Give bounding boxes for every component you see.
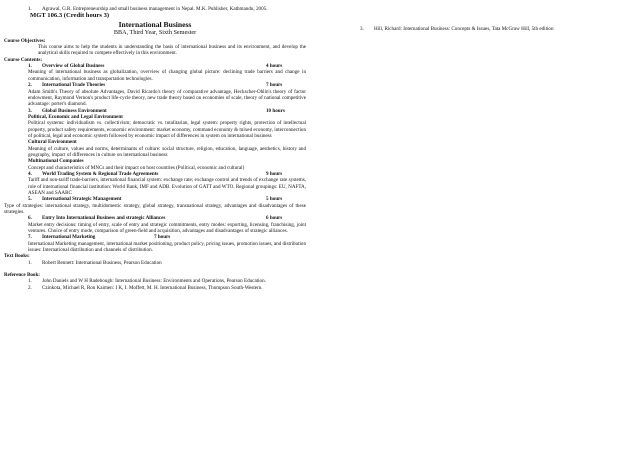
course-title: International Business [118,20,192,30]
unit-hours: 4 hours [266,63,283,70]
unit-title: Entry Into International Business and strategic Alliances [42,215,166,222]
right-column [360,26,632,32]
unit-title: World Trading System & Regional Trade Agreements [42,170,159,177]
unit-body: Adam Smith's Theory of absolute Advantages, David Ricardo's theory of comparative advantage, Heckscher-Ohlin's theory of factor endowment, Raymond Vernon's product life-cycle theory, new trade theory based on economies of scale, theory of national competitive advantage: porter's diamond. [28,88,306,108]
unit-number: 5. [28,196,32,203]
unit-heading [4,196,306,202]
book-number: 1. [28,259,32,266]
unit-hours: 7 hours [266,82,283,89]
unit-hours: 7 hours [154,234,171,241]
unit-title: International Trade Theories [42,82,106,89]
unit-body: International Marketing management, international market positioning, product policy, pricing issues, promotion issues, and distribution issues: International distribution and channels of distribution. [28,240,306,254]
unit-body: Market entry decisions: timing of entry, scale of entry and strategic commitments, entry modes: exporting, licensing, franchising, joint ventures. Choice of entry mode, comparison of green-field and acquisition, advantages and disadvantages of strategic alliances. [28,221,306,235]
reference-heading: Reference Book: [4,272,40,279]
unit-heading [4,82,306,88]
unit-hours: 9 hours [266,170,283,177]
book-text: Robert Bennett: International Business, Pearson Education [42,259,162,266]
reference-book-item [4,285,306,291]
book-number: 1. [28,278,32,285]
section-body: Concept and characteristics of MNCs and their impact on host countries (Political, economic and cultural) [28,164,245,171]
book-text: Czinkota, Michael R, Ron Kaimen: I K, I. Moffett, M. H. International Business, Thompson South-Western. [42,284,263,291]
book-number: 2. [28,284,32,291]
unit-hours: 10 hours [266,107,285,114]
text-book-item [4,260,306,266]
unit-number: 3. [28,107,32,114]
reference-number: 3. [360,26,364,32]
unit-body: Tariff and non-tariff trade-barriers, international financial system: exchange rate; exchange control and trends of exchange rate systems, role of international financial institution: World Bank, IMF and ADB. Evolution of GATT and WTO. Regional groupings: EU, NAFTA, ASEAN and SAARC [28,177,306,196]
unit-body: Type of strategies: international strategy, multidomestic strategy, global strategy, transnational strategy, advantages and disadvantages of these strategies. [4,202,306,216]
unit-title: International Strategic Management [42,196,122,203]
unit-title: Overview of Global Business [42,63,105,70]
book-text: John Daniels and W H Radebough: International Business: Environments and Operations, Pearson Education. [42,278,266,285]
section-heading: Cultural Environment [28,139,77,146]
unit-title: Global Business Environment [42,107,107,114]
objectives-text: This course aims to help the students in understanding the basis of international business and its environment, and develop the analytical skills required to compete effectively in this environment. [38,44,306,57]
section-heading: Political, Economic and Legal Environment [28,113,123,120]
right-reference-item [360,26,632,32]
unit-body: Meaning of international business as globalization, overview of changing global picture: declining trade barriers and change in communication, information and transportation technologies. [28,69,306,82]
unit-hours: 6 hours [266,215,283,222]
reference-text: Agrawal, G.R. Entrepreneurship and small business management in Nepal. M.K. Publisher, Kathmandu, 2005. [42,6,268,12]
left-column [4,6,306,291]
unit-title: International Marketing [42,234,96,241]
section-heading: Multinational Companies [28,158,84,165]
section-body: Meaning of culture, values and norms, determinants of culture: social structure, religion, education, language, aesthetics, history and geography, impact of differences in culture on international business [28,145,306,158]
unit-number: 2. [28,82,32,89]
contents-heading: Course Contents: [4,56,43,63]
unit-number: 6. [28,215,32,222]
unit-number: 7. [28,234,32,241]
unit-number: 1. [28,63,32,70]
text-books-heading: Text Books: [4,253,30,260]
reference-text: Hill, Richard: International Business: Concepts & Issues, Tata McGraw Hill, 5th edition [374,26,554,32]
reference-number: 1. [28,6,32,12]
program-line: BBA, Third Year, Sixth Semester [113,29,197,37]
section-body: Political systems: individualism vs. collectivism; democratic vs. totalitarian, legal system: property rights, protection of intellectual property, product safety requirements, economic environment: market economy, command economy & mixed economy, interconnection of political, legal and economic system followed by economic impact of differences in system on international business [28,120,306,139]
unit-number: 4. [28,170,32,177]
objectives-heading: Course Objectives: [4,37,46,44]
unit-hours: 5 hours [266,196,283,203]
course-code: MGT 106.3 (Credit hours 3) [30,12,110,20]
unit-heading [4,215,306,221]
unit-heading [4,108,306,114]
